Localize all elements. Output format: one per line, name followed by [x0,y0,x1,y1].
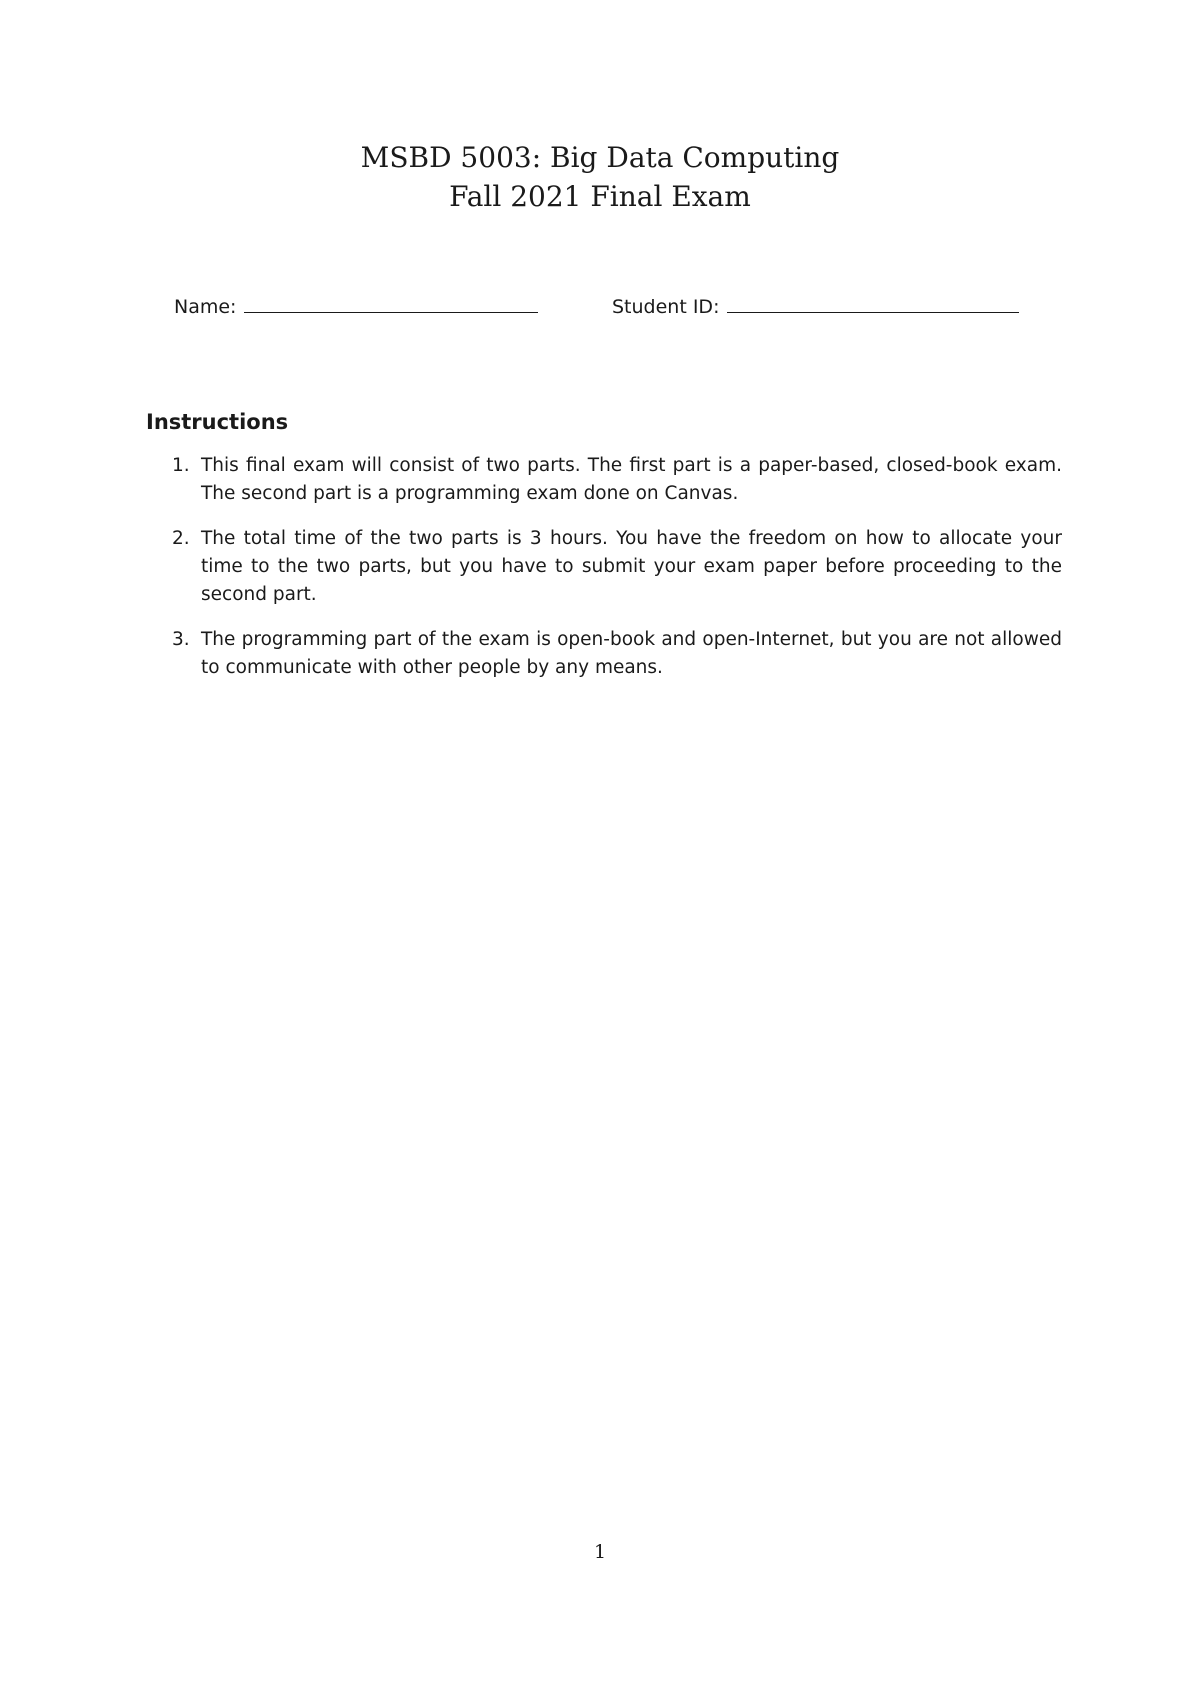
student-id-field [612,290,1019,320]
name-field [174,290,538,320]
exam-course-title: MSBD 5003: Big Data Computing [360,141,840,174]
instruction-item-3 [172,626,1062,682]
instruction-item-1 [172,452,1062,508]
instruction-number: 3. [172,629,190,650]
student-id-label: Student ID: [612,296,720,318]
name-blank-line [244,290,538,313]
page-number: 1 [593,1541,607,1563]
instruction-text: This final exam will consist of two parts. The first part is a paper-based, closed-book exam. The second part is a programming exam done on Canvas. [201,455,1062,504]
instructions-list [172,452,1062,699]
exam-title-block [0,138,1200,216]
student-id-blank-line [727,290,1019,313]
instructions-heading: Instructions [146,410,289,434]
name-label: Name: [174,296,237,318]
instruction-number: 2. [172,528,190,549]
exam-term-title: Fall 2021 Final Exam [449,180,751,213]
instruction-item-2 [172,525,1062,609]
instruction-number: 1. [172,455,190,476]
instruction-text: The total time of the two parts is 3 hours. You have the freedom on how to allocate your time to the two parts, but you have to submit your exam paper before proceeding to the second part. [201,528,1062,605]
instruction-text: The programming part of the exam is open-book and open-Internet, but you are not allowed to communicate with other people by any means. [201,629,1062,678]
